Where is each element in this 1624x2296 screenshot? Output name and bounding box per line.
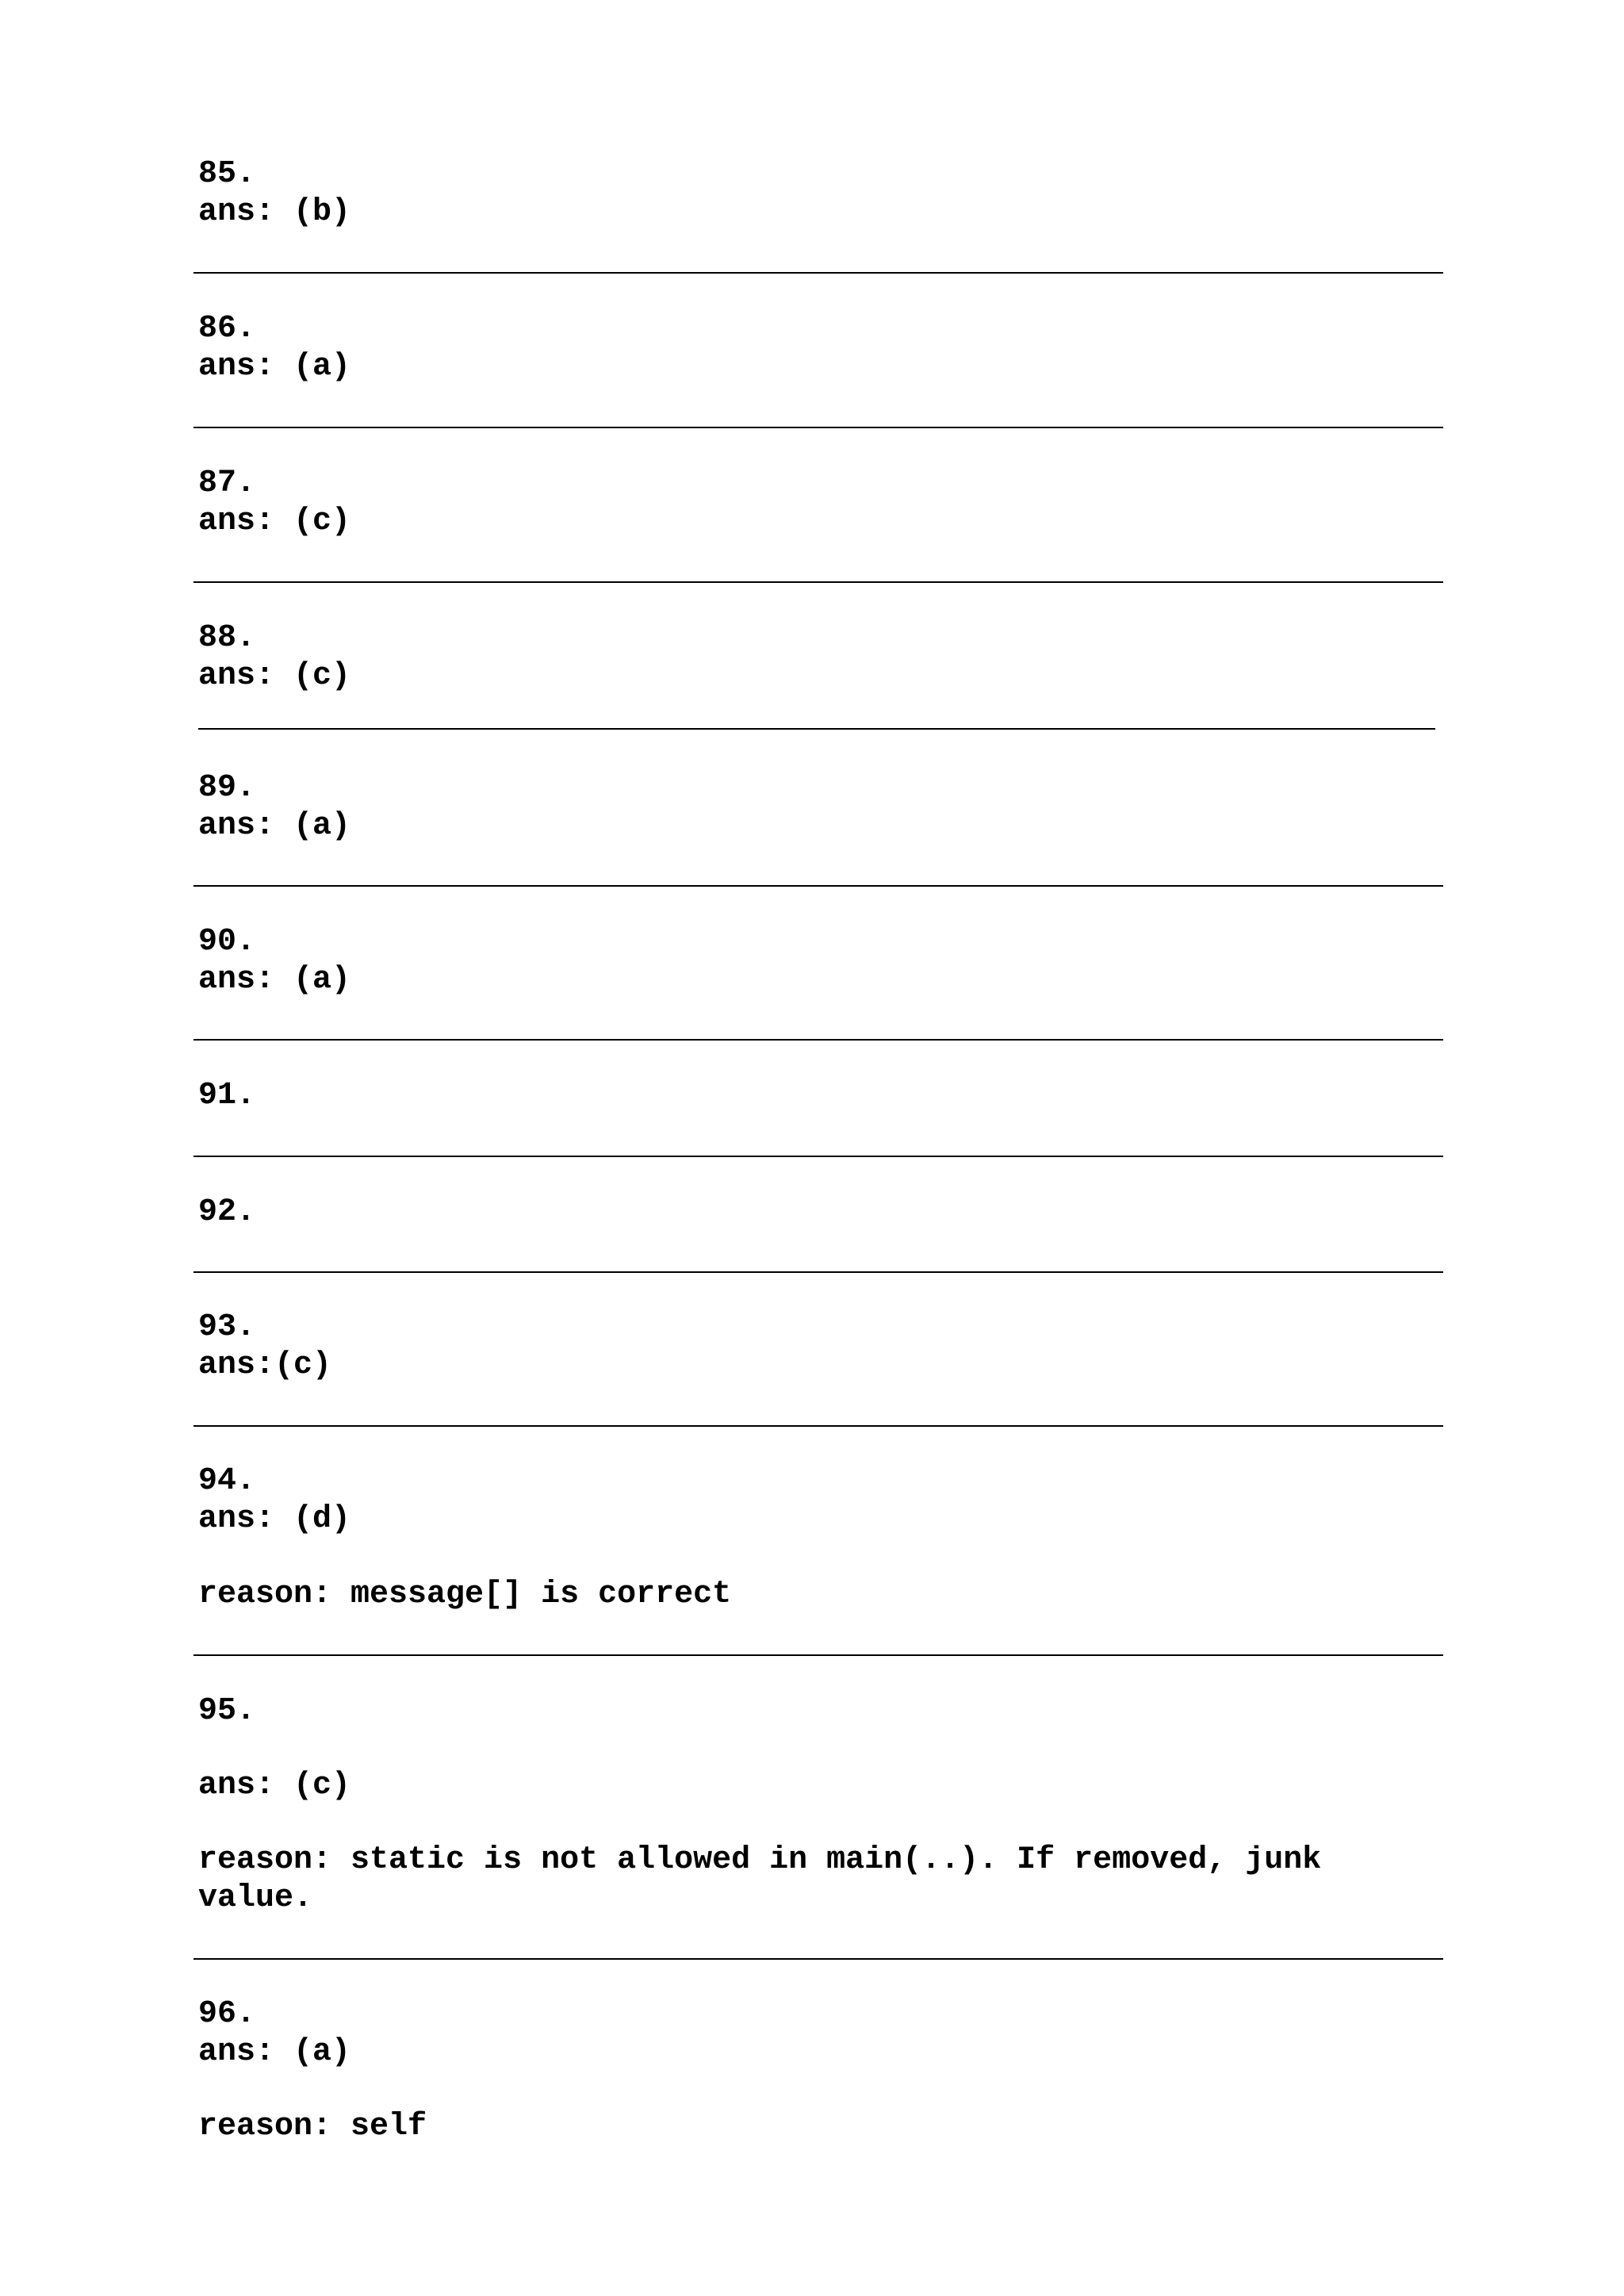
divider — [193, 581, 1443, 583]
divider — [193, 885, 1443, 887]
answer-text: ans: (b) — [198, 194, 351, 230]
divider — [193, 1425, 1443, 1427]
question-number: 92. — [198, 1194, 256, 1230]
question-number: 89. — [198, 770, 256, 806]
reason-text: reason: static is not allowed in main(..). If removed, junk — [198, 1842, 1322, 1878]
question-number: 91. — [198, 1078, 256, 1114]
question-number: 93. — [198, 1309, 256, 1345]
question-number: 96. — [198, 1996, 256, 2032]
question-number: 86. — [198, 311, 256, 347]
divider — [193, 1156, 1443, 1157]
answer-text: ans: (c) — [198, 1768, 351, 1803]
answer-text: ans: (a) — [198, 2034, 351, 2070]
divider — [193, 1039, 1443, 1041]
divider — [193, 1958, 1443, 1960]
question-number: 87. — [198, 466, 256, 501]
question-number: 88. — [198, 620, 256, 656]
question-number: 95. — [198, 1693, 256, 1729]
divider — [193, 1654, 1443, 1656]
divider — [193, 427, 1443, 428]
reason-text-continued: value. — [198, 1880, 313, 1916]
question-number: 85. — [198, 156, 256, 192]
answer-text: ans:(c) — [198, 1347, 332, 1383]
answer-text: ans: (d) — [198, 1501, 351, 1537]
answer-text: ans: (c) — [198, 658, 351, 694]
answer-text: ans: (a) — [198, 962, 351, 998]
answer-text: ans: (c) — [198, 504, 351, 539]
divider — [193, 272, 1443, 274]
reason-text: reason: self — [198, 2109, 427, 2145]
question-number: 90. — [198, 924, 256, 960]
answer-text: ans: (a) — [198, 808, 351, 844]
answer-text: ans: (a) — [198, 349, 351, 385]
question-number: 94. — [198, 1463, 256, 1499]
divider — [193, 1271, 1443, 1273]
reason-text: reason: message[] is correct — [198, 1577, 732, 1612]
divider — [198, 728, 1435, 730]
